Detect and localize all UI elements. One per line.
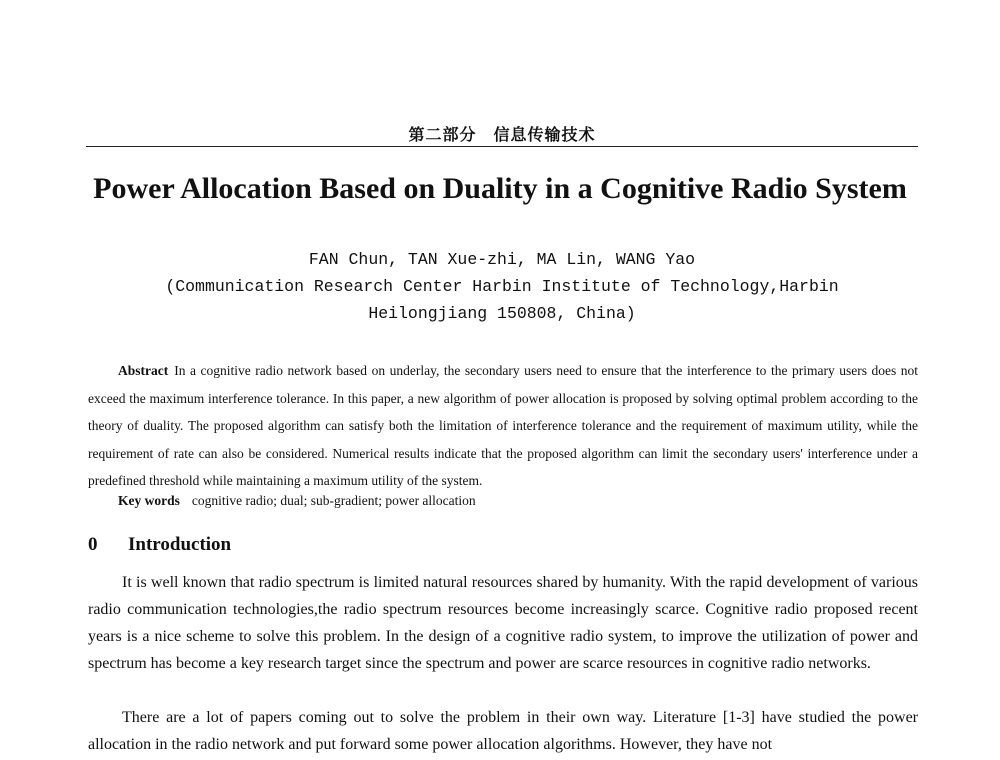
keywords bbox=[118, 493, 918, 509]
abstract-label: Abstract bbox=[118, 363, 169, 378]
body-paragraph: It is well known that radio spectrum is limited natural resources shared by humanity. With the rapid development of various radio communication technologies,the radio spectrum resources become increasingly scarce. Cognitive radio proposed recent years is a nice scheme to solve this problem. In the design of a cognitive radio system, to improve the utilization of power and spectrum has become a key research target since the spectrum and power are scarce resources in cognitive radio networks. bbox=[88, 574, 918, 672]
paper-title: Power Allocation Based on Duality in a Cognitive Radio System bbox=[93, 172, 907, 205]
abstract bbox=[88, 357, 918, 495]
abstract-text: In a cognitive radio network based on underlay, the secondary users need to ensure that the interference to the primary users does not exceed the maximum interference tolerance. In this paper, a new algorithm of power allocation is proposed by solving optimal problem according to the theory of duality. The proposed algorithm can satisfy both the limitation of interference tolerance and the requirement of maximum utility, while the requirement of rate can also be considered. Numerical results indicate that the proposed algorithm can limit the secondary users' interference under a predefined threshold while maintaining a maximum utility of the system. bbox=[88, 363, 918, 488]
author-list: FAN Chun, TAN Xue-zhi, MA Lin, WANG Yao bbox=[308, 250, 696, 269]
header-rule bbox=[86, 146, 918, 147]
running-header: 第二部分 信息传输技术 bbox=[408, 125, 596, 144]
keywords-text: cognitive radio; dual; sub-gradient; power allocation bbox=[191, 493, 476, 508]
section-title: Introduction bbox=[128, 534, 232, 555]
affiliation-line-2: Heilongjiang 150808, China) bbox=[368, 304, 636, 323]
affiliation-line-1: (Communication Research Center Harbin Institute of Technology,Harbin bbox=[165, 277, 839, 296]
section-heading bbox=[88, 534, 918, 556]
section-number: 0 bbox=[88, 534, 98, 555]
body-paragraph: There are a lot of papers coming out to solve the problem in their own way. Literature [1-3] have studied the power allocation in the radio network and put forward some power allocation algorithms. However, they have not bbox=[88, 709, 918, 753]
keywords-label: Key words bbox=[118, 493, 180, 508]
